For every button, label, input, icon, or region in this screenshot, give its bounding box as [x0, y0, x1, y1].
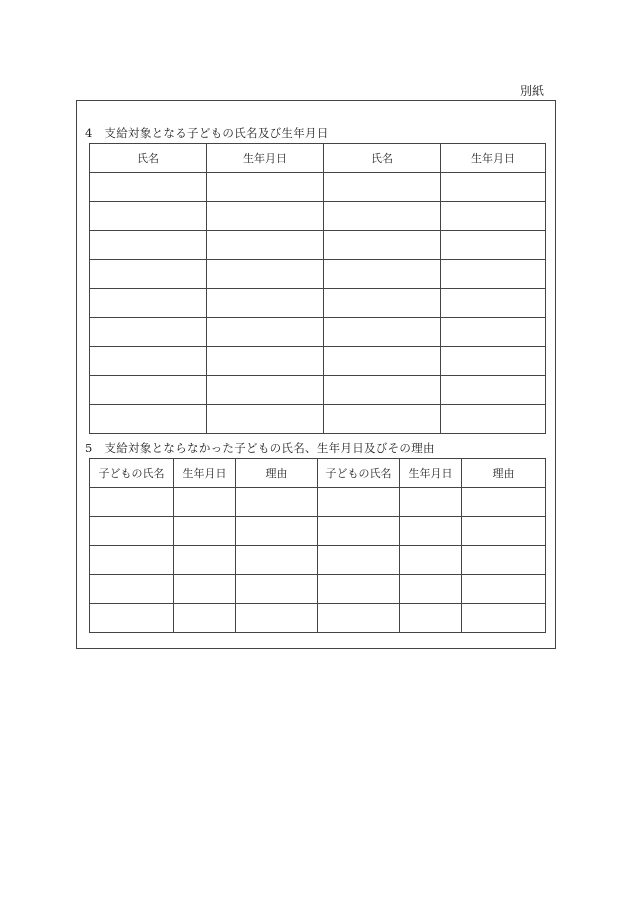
table-row [90, 376, 546, 405]
table-cell[interactable] [90, 376, 207, 405]
column-header-child-name: 子どもの氏名 [318, 459, 400, 488]
table-cell[interactable] [324, 376, 441, 405]
table-cell[interactable] [236, 604, 318, 633]
table-cell[interactable] [207, 202, 324, 231]
table-row [90, 546, 546, 575]
table-cell[interactable] [441, 405, 546, 434]
table-cell[interactable] [400, 488, 462, 517]
table-cell[interactable] [236, 517, 318, 546]
table-cell[interactable] [324, 289, 441, 318]
form-frame [76, 100, 556, 649]
table-cell[interactable] [90, 405, 207, 434]
table-cell[interactable] [441, 376, 546, 405]
table-cell[interactable] [318, 546, 400, 575]
table-cell[interactable] [324, 202, 441, 231]
column-header-name: 氏名 [324, 144, 441, 173]
table-row [90, 231, 546, 260]
table-row [90, 260, 546, 289]
table-cell[interactable] [462, 575, 546, 604]
table-cell[interactable] [441, 260, 546, 289]
table-cell[interactable] [462, 517, 546, 546]
table-row [90, 173, 546, 202]
table-row [90, 517, 546, 546]
table-row [90, 604, 546, 633]
column-header-name: 氏名 [90, 144, 207, 173]
table-header-row [90, 144, 546, 173]
table-cell[interactable] [90, 289, 207, 318]
table-row [90, 488, 546, 517]
table-cell[interactable] [324, 347, 441, 376]
table-row [90, 347, 546, 376]
table-cell[interactable] [318, 604, 400, 633]
table-cell[interactable] [207, 376, 324, 405]
table-cell[interactable] [90, 202, 207, 231]
table-row [90, 405, 546, 434]
column-header-birthdate: 生年月日 [174, 459, 236, 488]
section-4-title: 4 支給対象となる子どもの氏名及び生年月日 [85, 126, 329, 140]
table-cell[interactable] [441, 202, 546, 231]
table-cell[interactable] [236, 546, 318, 575]
table-cell[interactable] [462, 546, 546, 575]
table-cell[interactable] [318, 488, 400, 517]
table-cell[interactable] [400, 546, 462, 575]
table-cell[interactable] [441, 289, 546, 318]
table-cell[interactable] [174, 488, 236, 517]
table-cell[interactable] [441, 231, 546, 260]
table-cell[interactable] [400, 517, 462, 546]
table-cell[interactable] [324, 173, 441, 202]
table-cell[interactable] [207, 289, 324, 318]
column-header-child-name: 子どもの氏名 [90, 459, 174, 488]
eligible-children-table [89, 143, 546, 434]
table-cell[interactable] [90, 231, 207, 260]
table-cell[interactable] [324, 260, 441, 289]
column-header-birthdate: 生年月日 [207, 144, 324, 173]
column-header-reason: 理由 [236, 459, 318, 488]
table-row [90, 289, 546, 318]
table-cell[interactable] [207, 173, 324, 202]
ineligible-children-table [89, 458, 546, 633]
table-cell[interactable] [90, 488, 174, 517]
table-cell[interactable] [174, 546, 236, 575]
column-header-birthdate: 生年月日 [400, 459, 462, 488]
table-cell[interactable] [324, 405, 441, 434]
table-cell[interactable] [90, 604, 174, 633]
table-cell[interactable] [174, 575, 236, 604]
table-cell[interactable] [174, 517, 236, 546]
table-header-row [90, 459, 546, 488]
table-cell[interactable] [318, 575, 400, 604]
table-cell[interactable] [236, 488, 318, 517]
table-cell[interactable] [90, 173, 207, 202]
table-cell[interactable] [324, 231, 441, 260]
table-cell[interactable] [90, 575, 174, 604]
table-cell[interactable] [441, 347, 546, 376]
table-cell[interactable] [236, 575, 318, 604]
table-cell[interactable] [318, 517, 400, 546]
table-cell[interactable] [441, 318, 546, 347]
column-header-birthdate: 生年月日 [441, 144, 546, 173]
table-cell[interactable] [462, 488, 546, 517]
table-row [90, 318, 546, 347]
table-cell[interactable] [207, 405, 324, 434]
table-row [90, 575, 546, 604]
table-cell[interactable] [462, 604, 546, 633]
table-cell[interactable] [174, 604, 236, 633]
table-cell[interactable] [207, 231, 324, 260]
table-row [90, 202, 546, 231]
table-cell[interactable] [400, 575, 462, 604]
section-5-title: 5 支給対象とならなかった子どもの氏名、生年月日及びその理由 [85, 441, 435, 455]
table-cell[interactable] [400, 604, 462, 633]
table-cell[interactable] [90, 546, 174, 575]
table-cell[interactable] [207, 318, 324, 347]
table-cell[interactable] [207, 347, 324, 376]
table-cell[interactable] [441, 173, 546, 202]
table-cell[interactable] [90, 318, 207, 347]
table-cell[interactable] [90, 517, 174, 546]
table-cell[interactable] [207, 260, 324, 289]
table-cell[interactable] [90, 347, 207, 376]
attachment-label: 別紙 [519, 84, 544, 98]
table-cell[interactable] [90, 260, 207, 289]
table-cell[interactable] [324, 318, 441, 347]
column-header-reason: 理由 [462, 459, 546, 488]
